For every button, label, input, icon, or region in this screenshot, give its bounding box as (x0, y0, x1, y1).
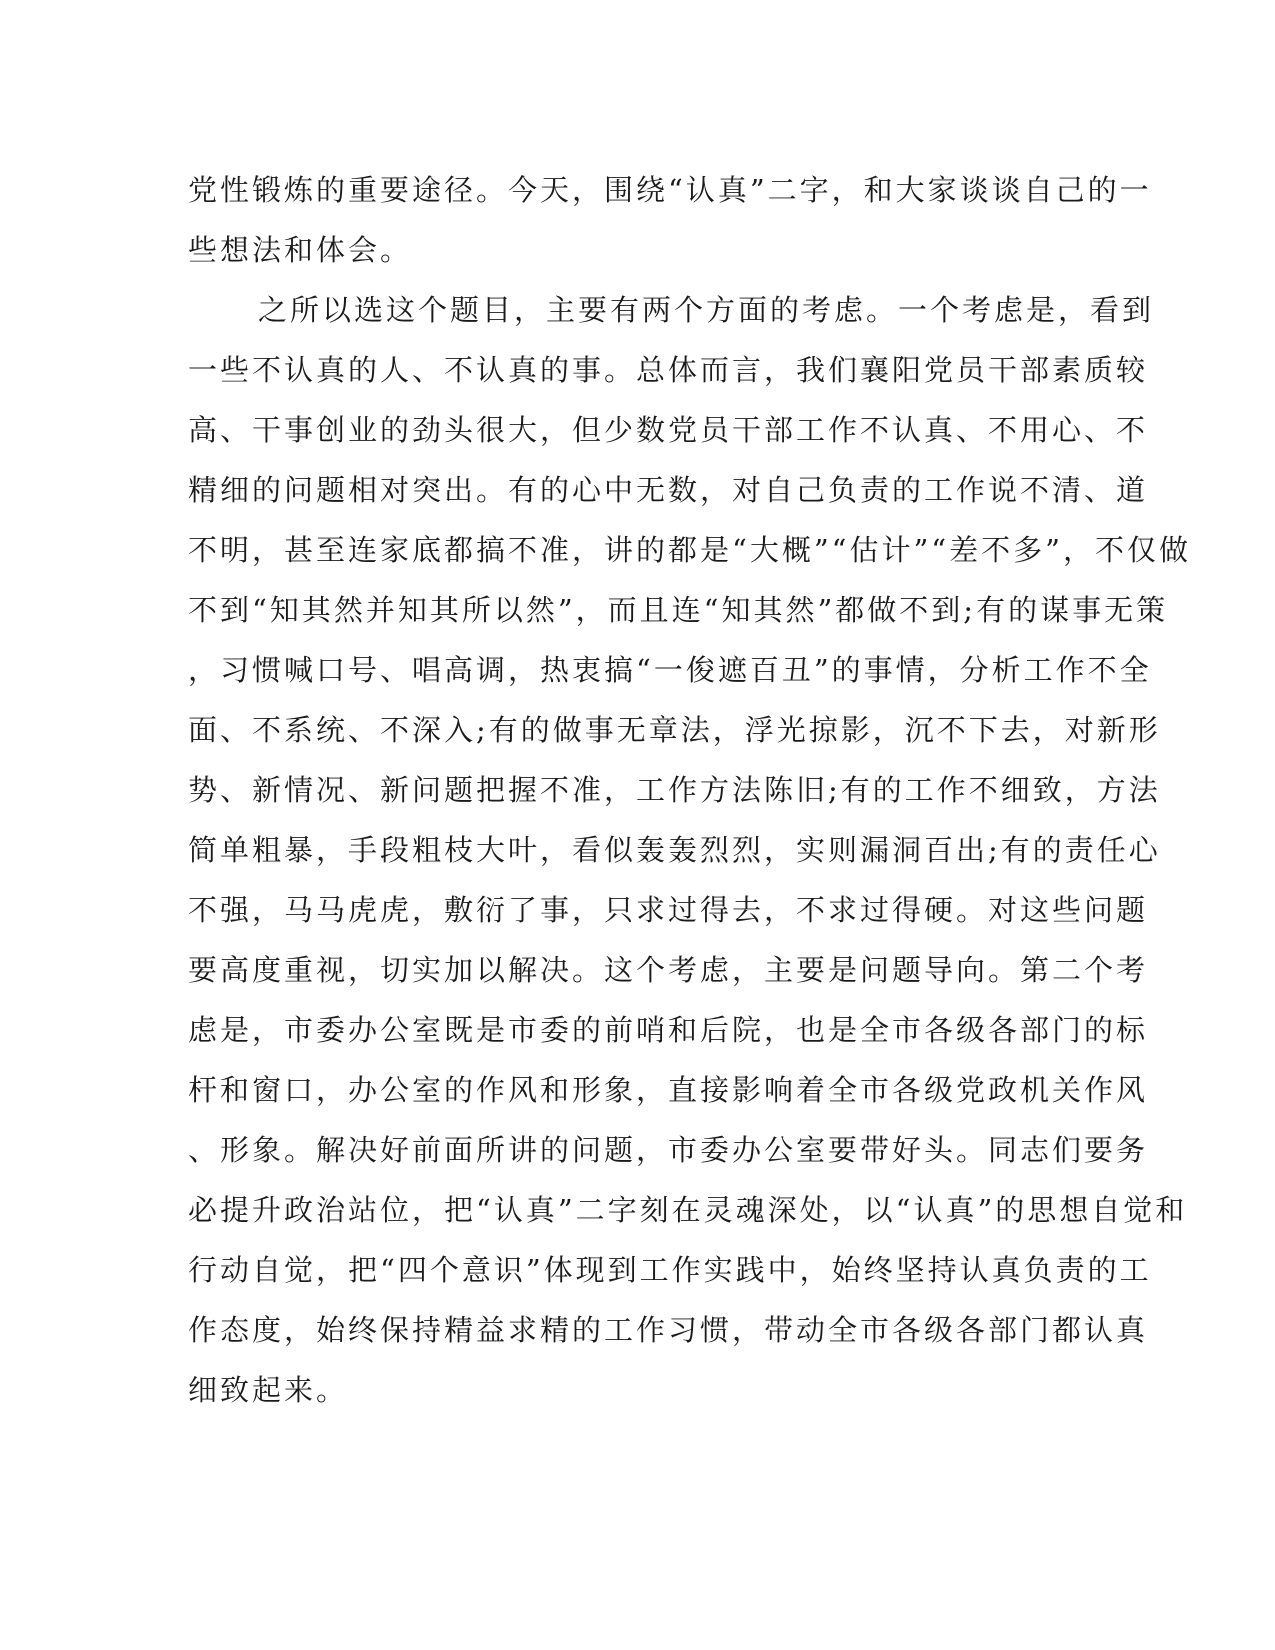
text-line: 面、不系统、不深入;有的做事无章法，浮光掠影，沉不下去，对新形 (188, 713, 1161, 747)
text-line: 必提升政治站位，把“认真”二字刻在灵魂深处，以“认真”的思想自觉和 (188, 1193, 1188, 1227)
text-line: 一些不认真的人、不认真的事。总体而言，我们襄阳党员干部素质较 (188, 353, 1149, 387)
text-line: 些想法和体会。 (188, 233, 413, 267)
text-line: 要高度重视，切实加以解决。这个考虑，主要是问题导向。第二个考 (188, 953, 1149, 987)
text-line: 不明，甚至连家底都搞不准，讲的都是“大概”“估计”“差不多”，不仅做 (188, 533, 1191, 567)
text-line: 细致起来。 (188, 1373, 349, 1407)
text-line: 、形象。解决好前面所讲的问题，市委办公室要带好头。同志们要务 (188, 1133, 1149, 1167)
text-line: 高、干事创业的劲头很大，但少数党员干部工作不认真、不用心、不 (188, 413, 1149, 447)
document-body (188, 160, 1191, 1420)
paragraph-1 (188, 160, 1152, 280)
text-line: 不到“知其然并知其所以然”，而且连“知其然”都做不到;有的谋事无策 (188, 593, 1169, 627)
text-line: 精细的问题相对突出。有的心中无数，对自己负责的工作说不清、道 (188, 473, 1149, 507)
text-line: 党性锻炼的重要途径。今天，围绕“认真”二字，和大家谈谈自己的一 (188, 173, 1152, 207)
text-line: 作态度，始终保持精益求精的工作习惯，带动全市各级各部门都认真 (188, 1313, 1149, 1347)
text-line: 行动自觉，把“四个意识”体现到工作实践中，始终坚持认真负责的工 (188, 1253, 1152, 1287)
text-line: ，习惯喊口号、唱高调，热衷搞“一俊遮百丑”的事情，分析工作不全 (188, 653, 1152, 687)
text-line: 之所以选这个题目，主要有两个方面的考虑。一个考虑是，看到 (258, 293, 1155, 327)
text-line: 势、新情况、新问题把握不准，工作方法陈旧;有的工作不细致，方法 (188, 773, 1161, 807)
text-line: 不强，马马虎虎，敷衍了事，只求过得去，不求过得硬。对这些问题 (188, 893, 1149, 927)
paragraph-2 (188, 280, 1191, 1420)
text-line: 虑是，市委办公室既是市委的前哨和后院，也是全市各级各部门的标 (188, 1013, 1149, 1047)
text-line: 杆和窗口，办公室的作风和形象，直接影响着全市各级党政机关作风 (188, 1073, 1149, 1107)
text-line: 简单粗暴，手段粗枝大叶，看似轰轰烈烈，实则漏洞百出;有的责任心 (188, 833, 1161, 867)
